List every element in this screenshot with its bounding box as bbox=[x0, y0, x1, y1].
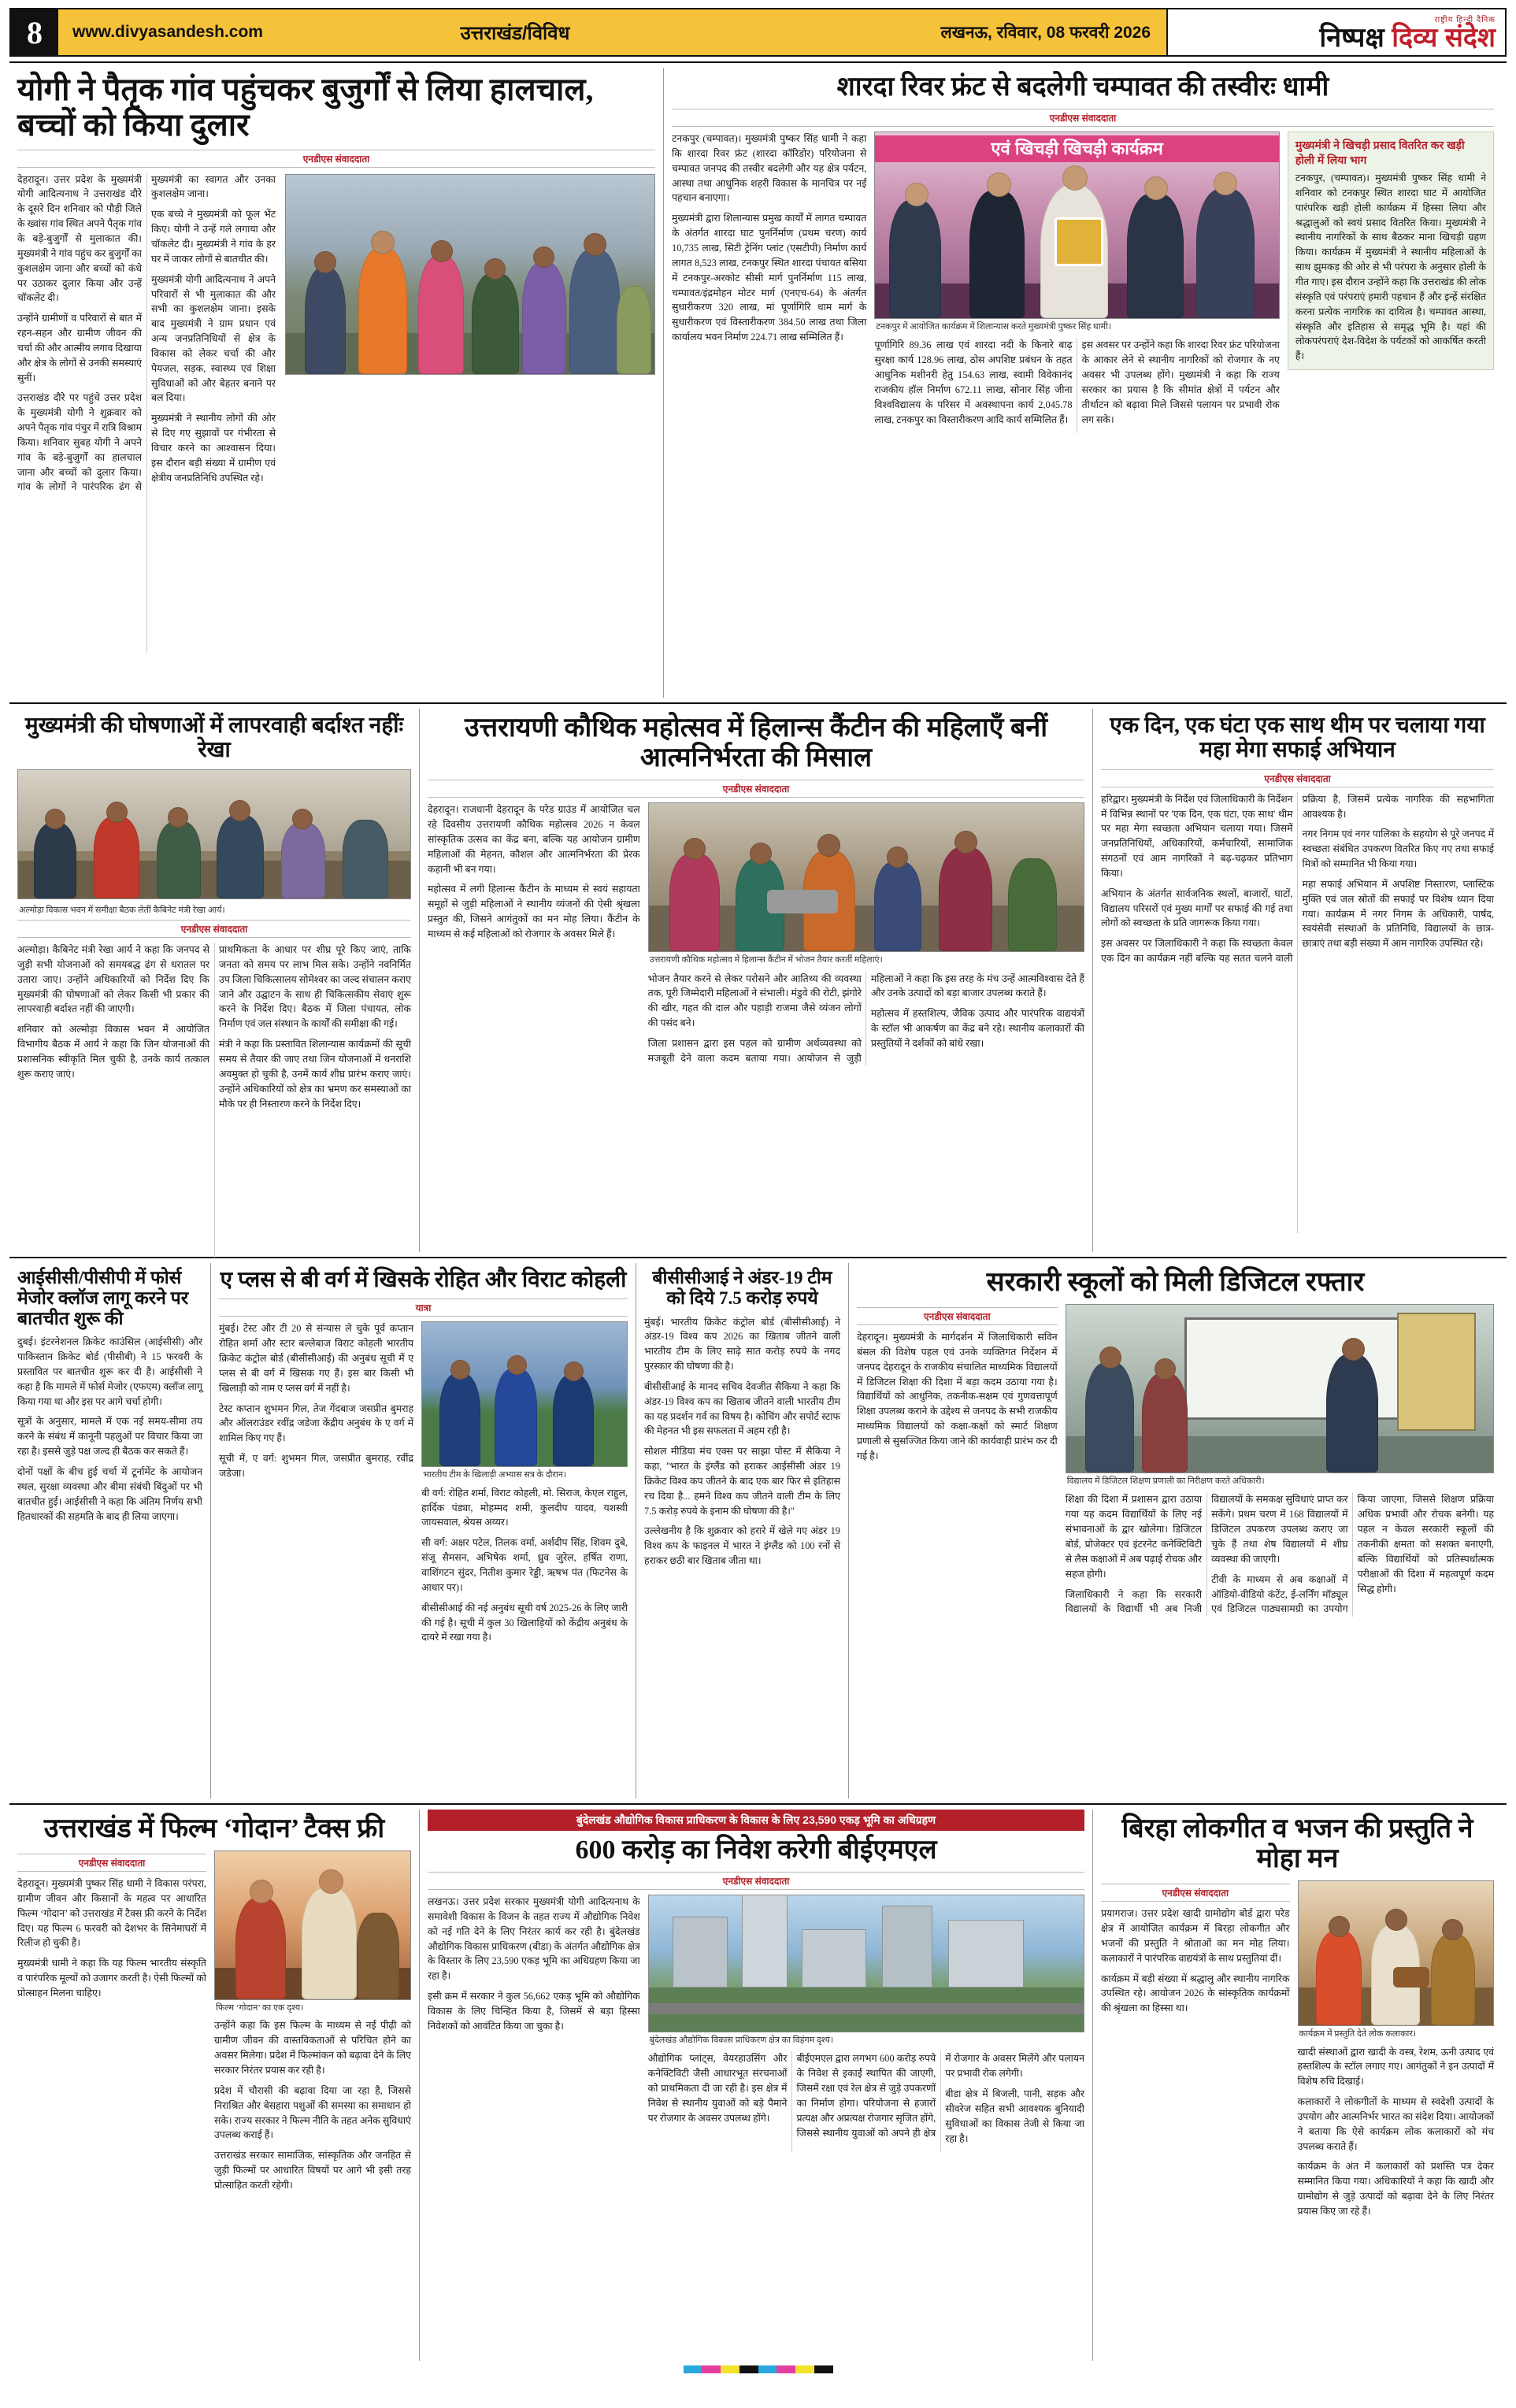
godan-col-1 bbox=[17, 1850, 206, 2199]
article-body-digital-b bbox=[1066, 1492, 1494, 1617]
byline-cleanliness: एनडीएस संवाददाता bbox=[1101, 769, 1494, 787]
paragraph: बी वर्ग: रोहित शर्मा, विराट कोहली, मो. सिराज, केएल राहुल, हार्दिक पंड्या, मोहम्मद शमी, कुलदीप यादव, यशस्वी जायसवाल, श्रेयस अय्यर। bbox=[421, 1487, 628, 1528]
site-url[interactable]: www.divyasandesh.com bbox=[72, 23, 263, 41]
page-title-sharda: शारदा रिवर फ्रंट से बदलेगी चम्पावत की तस्वीरः धामी bbox=[836, 72, 1329, 102]
masthead bbox=[9, 8, 1507, 57]
row-three bbox=[9, 1263, 1507, 1799]
photo-birha-performance bbox=[1298, 1880, 1494, 2026]
article-rekha bbox=[9, 709, 419, 1252]
article-body-kautik-a bbox=[428, 802, 640, 942]
paragraph: शिक्षा की दिशा में प्रशासन द्वारा उठाया गया यह कदम विद्यार्थियों के लिए नई संभावनाओं के द्वार खोलेगा। डिजिटल बोर्ड, प्रोजेक्टर एवं इंटरनेट कनेक्टिविटी से लैस कक्षाओं में अब पढ़ाई रोचक और सहज होगी। bbox=[1065, 1494, 1203, 1580]
stage-banner-label: एवं खिचड़ी खिचड़ी कार्यक्रम bbox=[991, 139, 1163, 159]
rohit-col-1 bbox=[219, 1321, 413, 1650]
beml-photo-col bbox=[648, 1895, 1084, 2151]
paragraph: एक बच्चे ने मुख्यमंत्री को फूल भेंट किए। योगी ने उन्हें गले लगाया और चॉकलेट दी। मुख्यमंत्री ने गांव के हर घर में जाकर लोगों से बातचीत की। bbox=[151, 209, 276, 265]
paragraph: बीसीसीआई के मानद सचिव देवजीत सैकिया ने कहा कि अंडर-19 विश्व कप का खिताब जीतने वाली भारतीय टीम का यह प्रदर्शन गर्व का विषय है। कोचिंग और सपोर्ट स्टाफ की मेहनत भी इस सफलता में अहम रही है। bbox=[644, 1380, 840, 1437]
byline-digital: एनडीएस संवाददाता bbox=[857, 1307, 1058, 1325]
article-body-bcci bbox=[644, 1315, 840, 1569]
article-icc bbox=[9, 1263, 210, 1799]
article-cleanliness bbox=[1092, 709, 1502, 1252]
byline-kautik: एनडीएस संवाददाता bbox=[428, 780, 1084, 798]
caption-kautik: उत्तरायणी कौथिक महोत्सव में हिलान्स कैंटीन में भोजन तैयार करतीं महिलाएं। bbox=[649, 955, 883, 965]
paragraph: टनकपुर (चम्पावत)। मुख्यमंत्री पुष्कर सिंह धामी ने कहा कि शारदा रिवर फ्रंट (शारदा कॉरिडोर) परियोजना से चम्पावत जनपद की तस्वीर बदलेगी और यह क्षेत्र पर्यटन, आस्था तथा आधुनिक शहरी विकास के मानचित्र पर नई पहचान बनाएगा। bbox=[672, 133, 867, 204]
article-body-kautik-b bbox=[648, 972, 1084, 1066]
article-kautik bbox=[419, 709, 1092, 1252]
article-body-godan-a bbox=[17, 1876, 206, 2001]
page-title-beml: 600 करोड़ का निवेश करेगी बीईएमएल bbox=[575, 1836, 937, 1865]
article-rohit bbox=[210, 1263, 636, 1799]
paragraph: महा सफाई अभियान में अपशिष्ट निस्तारण, प्लास्टिक मुक्ति एवं जल स्रोतों की सफाई पर विशेष ध्यान दिया गया। कार्यक्रम में नगर निगम के अधिकारी, पार्षद, स्वयंसेवी संस्थाओं के प्रतिनिधि, विद्यालयों के छात्र-छात्राएं तथा बड़ी संख्या में आम नागरिक उपस्थित रहे। bbox=[1302, 878, 1494, 950]
birha-col-1 bbox=[1101, 1880, 1290, 2225]
caption-birha: कार्यक्रम में प्रस्तुति देते लोक कलाकार। bbox=[1299, 2029, 1417, 2039]
photo-digital-classroom bbox=[1066, 1304, 1494, 1473]
paragraph: मुख्यमंत्री योगी आदित्यनाथ ने अपने परिवारों से भी मुलाकात की और सभी का कुशलक्षेम जाना। इसके बाद मुख्यमंत्री ने ग्राम प्रधान एवं अन्य जनप्रतिनिधियों से क्षेत्र के विकास को लेकर चर्चा की और पेयजल, सड़क, स्वास्थ्य एवं शिक्षा सुविधाओं को और बेहतर बनाने पर बल दिया। bbox=[151, 273, 276, 404]
article-body-beml-b bbox=[648, 2051, 1084, 2151]
paragraph: कलाकारों ने लोकगीतों के माध्यम से स्वदेशी उत्पादों के उपयोग और आत्मनिर्भर भारत का संदेश दिया। आयोजकों ने बताया कि ऐसे कार्यक्रम लोक कलाकारों को मंच उपलब्ध कराते हैं। bbox=[1297, 2096, 1494, 2152]
article-body-icc bbox=[17, 1335, 202, 1524]
paragraph: महोत्सव में हस्तशिल्प, जैविक उत्पाद और पारंपरिक वाद्ययंत्रों के स्टॉल भी आकर्षण का केंद्र बने रहे। स्थानीय कलाकारों की प्रस्तुतियों ने दर्शकों को बांधे रखा। bbox=[870, 1008, 1084, 1049]
paragraph: सूची में, ए वर्ग: शुभमन गिल, जसप्रीत बुमराह, रवींद्र जडेजा। bbox=[219, 1453, 414, 1479]
paragraph: उन्होंने कहा कि इस फिल्म के माध्यम से नई पीढ़ी को ग्रामीण जीवन की वास्तविकताओं से परिचित होने का अवसर मिलेगा। प्रदेश में फिल्मांकन को बढ़ावा देने के लिए सरकार निरंतर प्रयास कर रही है। bbox=[214, 2020, 411, 2076]
article-body-birha-a bbox=[1101, 1906, 1290, 2016]
article-body-godan-b bbox=[214, 2018, 411, 2192]
article-body-rohit-a bbox=[219, 1321, 413, 1480]
paragraph: इस अवसर पर उन्होंने कहा कि शारदा रिवर फ्रंट परियोजना के आकार लेने से स्थानीय नागरिकों को रोजगार के नए अवसर भी उपलब्ध होंगे। मुख्यमंत्री ने कहा कि राज्य सरकार का प्रयास है कि सीमांत क्षेत्रों में पर्यटन और तीर्थाटन को बढ़ावा मिले जिससे पलायन पर प्रभावी रोक लग सके। bbox=[1081, 339, 1280, 425]
sharda-sidebar bbox=[1288, 132, 1494, 432]
paragraph: मुंबई। टेस्ट और टी 20 से संन्यास ले चुके पूर्व कप्तान रोहित शर्मा और स्टार बल्लेबाज विराट कोहली भारतीय क्रिकेट कंट्रोल बोर्ड (बीसीसीआई) की अनुबंध सूची में ए प्लस से बी वर्ग में खिसक गए हैं। इस बार किसी भी खिलाड़ी को नाम ए प्लस वर्ग में नहीं है। bbox=[219, 1323, 414, 1394]
page-title-rekha: मुख्यमंत्री की घोषणाओं में लापरवाही बर्दाश्त नहींः रेखा bbox=[24, 713, 404, 763]
paragraph: सी वर्ग: अक्षर पटेल, तिलक वर्मा, अर्शदीप सिंह, शिवम दुबे, संजू सैमसन, अभिषेक शर्मा, ध्रुव जुरेल, हर्षित राणा, वाशिंगटन सुंदर, नितीश कुमार रेड्डी, ऋषभ पंत (फिटनेस के आधार पर)। bbox=[421, 1537, 628, 1593]
paragraph: जिलाधिकारी ने कहा कि सरकारी विद्यालयों के विद्यार्थी भी अब निजी विद्यालयों के समकक्ष सुविधाएं प्राप्त कर सकेंगे। प्रथम चरण में 168 विद्यालयों में डिजिटल उपकरण उपलब्ध कराए जा चुके हैं तथा शेष विद्यालयों में शीघ्र व्यवस्था की जाएगी। bbox=[1065, 1494, 1348, 1615]
paragraph: खादी संस्थाओं द्वारा खादी के वस्त्र, रेशम, ऊनी उत्पाद एवं हस्तशिल्प के स्टॉल लगाए गए। आगंतुकों ने इन उत्पादों में विशेष रुचि दिखाई। bbox=[1297, 2046, 1494, 2088]
section-name: उत्तराखंड/विविध bbox=[460, 22, 570, 44]
paragraph: उत्तराखंड सरकार सामाजिक, सांस्कृतिक और जनहित से जुड़ी फिल्मों पर आधारित विषयों पर आगे भी इसी तरह प्रोत्साहित करती रहेगी। bbox=[214, 2150, 411, 2191]
page-folio: 8 bbox=[11, 9, 58, 55]
page-title-kautik: उत्तरायणी कौथिक महोत्सव में हिलान्स कैंटीन की महिलाएँ बनीं आत्मनिर्भरता की मिसाल bbox=[464, 713, 1048, 773]
paragraph: दुबई। इंटरनेशनल क्रिकेट काउंसिल (आईसीसी) और पाकिस्तान क्रिकेट बोर्ड (पीसीबी) ने 15 फरवरी के प्रस्तावित पर बातचीत शुरू कर दी है। आईसीसी ने कहा है कि मामले में फोर्स मेजोर (एफएम) क्लॉज लागू किया गया था और इस पर आगे चर्चा होगी। bbox=[17, 1336, 202, 1407]
brand-title-main: निष्पक्ष bbox=[1319, 23, 1392, 53]
article-beml bbox=[419, 1810, 1092, 2361]
article-birha bbox=[1092, 1810, 1502, 2361]
page-title-rohit: ए प्लस से बी वर्ग में खिसके रोहित और विराट कोहली bbox=[220, 1268, 627, 1292]
article-body-birha-b bbox=[1298, 2045, 1494, 2219]
sidebar-title: मुख्यमंत्री ने खिचड़ी प्रसाद वितरित कर खड़ी होली में लिया भाग bbox=[1295, 139, 1465, 167]
page-title-bcci: बीसीसीआई ने अंडर-19 टीम को दिये 7.5 करोड़ रुपये bbox=[652, 1268, 832, 1308]
paragraph: लखनऊ। उत्तर प्रदेश सरकार मुख्यमंत्री योगी आदित्यनाथ के समावेशी विकास के विजन के तहत राज्य में औद्योगिक निवेश को नई गति देने के लिए निरंतर कार्य कर रही है। बुंदेलखंड औद्योगिक विकास प्राधिकरण (बीडा) के अंतर्गत औद्योगिक क्षेत्र के विस्तार के लिए 23,590 एकड़ भूमि का अधिग्रहण किया जा रहा है। bbox=[428, 1896, 640, 1982]
page-title-godan: उत्तराखंड में फिल्म ‘गोदान’ टैक्स फ्री bbox=[43, 1814, 385, 1843]
article-body-rekha bbox=[17, 943, 411, 1258]
paragraph: दोनों पक्षों के बीच हुई चर्चा में टूर्नामेंट के आयोजन स्थल, सुरक्षा व्यवस्था और बीमा संबंधी बिंदुओं पर भी बातचीत हुई। आईसीसी ने कहा कि अंतिम निर्णय सभी हितधारकों की सहमति के बाद ही लिया जाएगा। bbox=[17, 1466, 202, 1522]
page-title-yogi: योगी ने पैतृक गांव पहुंचकर बुजुर्गों से लिया हालचाल, बच्चों को किया दुलार bbox=[17, 72, 594, 143]
paragraph: टीवी के माध्यम से अब कक्षाओं में ऑडियो-वीडियो कंटेंट, ई-लर्निंग मॉड्यूल एवं डिजिटल पाठ्यसामग्री का उपयोग किया जाएगा, जिससे शिक्षण प्रक्रिया अधिक प्रभावी और रोचक बनेगी। यह पहल न केवल सरकारी स्कूलों की तकनीकी क्षमता को सशक्त बनाएगी, बल्कि विद्यार्थियों को प्रतिस्पर्धात्मक परीक्षाओं की दिशा में महत्वपूर्ण कदम सिद्ध होगी। bbox=[1211, 1494, 1494, 1615]
article-yogi bbox=[9, 68, 663, 698]
photo-rekha-meeting bbox=[17, 769, 411, 899]
article-body-sharda-a bbox=[672, 132, 866, 345]
brand-title bbox=[1319, 24, 1496, 51]
paragraph: मुख्यमंत्री द्वारा शिलान्यास प्रमुख कार्यों में लागत चम्पावत के अंतर्गत शारदा घाट पुनर्निर्माण (प्रथम चरण) कार्य 10,735 लाख, सिटी ट्रेनिंग प्लांट (एसटीपी) निर्माण कार्य लागत 8,523 लाख, टनकपुर स्थित शारदा पंचायत बसिया में टनकपुर-अरकोट सीसी मार्ग पुनर्निर्माण 115 लाख, चम्पावत/इंद्रमोहन मोटर मार्ग (एनएच-64) के अंतर्गत सुधारीकरण 320 लाख, मां पूर्णागिरि धाम मार्ग के सुधारीकरण एवं विस्तारीकरण 384.50 लाख तथा जिला कार्यालय भवन निर्माण 224.71 लाख सम्मिलित हैं। bbox=[672, 213, 867, 343]
paragraph: मंत्री ने कहा कि प्रस्तावित शिलान्यास कार्यक्रमों की सूची समय से तैयार की जाए तथा जिन योजनाओं में धनराशि अवमुक्त हो चुकी है, उनमें कार्य शीघ्र प्रारंभ कराए जाएं। उन्होंने अधिकारियों को क्षेत्र का भ्रमण कर समस्याओं का मौके पर ही निस्तारण करने के निर्देश दिए। bbox=[219, 1039, 411, 1110]
kicker-beml: बुंदेलखंड औद्योगिक विकास प्राधिकरण के विकास के लिए 23,590 एकड़ भूमि का अधिग्रहण bbox=[428, 1810, 1084, 1831]
page-title-birha: बिरहा लोकगीत व भजन की प्रस्तुति ने मोहा मन bbox=[1121, 1814, 1473, 1874]
paragraph: अल्मोड़ा। कैबिनेट मंत्री रेखा आर्य ने कहा कि जनपद से जुड़ी सभी योजनाओं को समयबद्ध ढंग से धरातल पर उतारा जाए। उन्होंने अधिकारियों को निर्देश दिए कि मुख्यमंत्री की घोषणाओं को लेकर किसी भी प्रकार की लापरवाही बर्दाश्त नहीं की जाएगी। bbox=[17, 944, 209, 1015]
photo-sharda-stage bbox=[874, 132, 1279, 319]
paragraph: इस अवसर पर जिलाधिकारी ने कहा कि स्वच्छता केवल एक दिन का कार्यक्रम नहीं बल्कि यह सतत चलने वाली प्रक्रिया है, जिसमें प्रत्येक नागरिक की सहभागिता आवश्यक है। bbox=[1101, 793, 1494, 965]
paragraph: प्रयागराज। उत्तर प्रदेश खादी ग्रामोद्योग बोर्ड द्वारा परेड क्षेत्र में आयोजित कार्यक्रम में बिरहा लोकगीत और भजनों की प्रस्तुति ने श्रोताओं का मन मोह लिया। कलाकारों ने पारंपरिक वाद्ययंत्रों के साथ प्रस्तुतियां दीं। bbox=[1101, 1908, 1290, 1964]
article-digital-schools bbox=[848, 1263, 1502, 1799]
article-body-sharda-b bbox=[874, 338, 1279, 432]
paragraph: बीईएमएल द्वारा लगभग 600 करोड़ रुपये के निवेश से इकाई स्थापित की जाएगी, जिसमें रक्षा एवं रेल क्षेत्र से जुड़े उपकरणों का निर्माण होगा। परियोजना से हजारों प्रत्यक्ष और अप्रत्यक्ष रोजगार सृजित होंगे, जिससे स्थानीय युवाओं को अपने ही क्षेत्र में रोजगार के अवसर मिलेंगे और पलायन पर प्रभावी रोक लगेगी। bbox=[796, 2053, 1084, 2139]
caption-godan: फिल्म ‘गोदान’ का एक दृश्य। bbox=[216, 2003, 304, 2013]
sidebar-body: टनकपुर, (चम्पावत)। मुख्यमंत्री पुष्कर सिंह धामी ने शनिवार को टनकपुर स्थित शारदा घाट में आयोजित पारंपरिक खड़ी होली कार्यक्रम में हिस्सा लिया और श्रद्धालुओं को स्वयं प्रसाद वितरित किया। मुख्यमंत्री ने स्थानीय नागरिकों के साथ बैठकर माना खिचड़ी ग्रहण किया। कार्यक्रम में मुख्यमंत्री ने स्थानीय महिलाओं के साथ झुमकड़ की ओर से भी परंपरा के अनुसार होली के गीत गाए। इस दौरान उन्होंने कहा कि उत्तराखंड की लोक संस्कृति एवं परंपराएं हमारी पहचान हैं और इन्हें संरक्षित करना प्रत्येक नागरिक का दायित्व है। चम्पावत आस्था, संस्कृति और इतिहास से समृद्ध भूमि है। यहां की लोकपरंपराएं देश-विदेश के पर्यटकों को आकर्षित करती हैं। bbox=[1295, 172, 1486, 362]
stage-banner-text bbox=[875, 135, 1278, 162]
caption-cricket: भारतीय टीम के खिलाड़ी अभ्यास सत्र के दौरान। bbox=[423, 1470, 567, 1480]
paragraph: औद्योगिक प्लांट्स, वेयरहाउसिंग और कनेक्टिविटी जैसी आधारभूत संरचनाओं को प्राथमिकता दी जा रही है। इस क्षेत्र में निवेश से स्थानीय युवाओं को बड़े पैमाने पर रोजगार के अवसर उपलब्ध होंगे। bbox=[647, 2053, 788, 2124]
beml-col-1 bbox=[428, 1895, 640, 2151]
photo-godan-still bbox=[214, 1850, 411, 2000]
paragraph: बीडा क्षेत्र में बिजली, पानी, सड़क और सीवरेज सहित सभी आवश्यक बुनियादी सुविधाओं का विकास तेजी से किया जा रहा है। bbox=[945, 2088, 1084, 2144]
article-body-cleanliness bbox=[1101, 792, 1494, 1233]
kautik-photo-col bbox=[648, 802, 1084, 1065]
article-sharda bbox=[663, 68, 1502, 698]
byline-sharda: एनडीएस संवाददाता bbox=[672, 109, 1494, 127]
photo-cricket-players bbox=[421, 1321, 628, 1467]
digital-photo-col bbox=[1066, 1304, 1494, 1617]
article-body-rohit-b bbox=[421, 1486, 628, 1645]
brand-title-accent: दिव्य संदेश bbox=[1392, 23, 1496, 53]
kautik-col-1 bbox=[428, 802, 640, 1065]
photo-yogi-village bbox=[285, 174, 655, 375]
paragraph: उल्लेखनीय है कि शुक्रवार को हरारे में खेले गए अंडर 19 विश्व कप के फाइनल में भारत ने इंग्लैंड को 100 रनों से हराकर छठी बार खिताब जीता था। bbox=[644, 1525, 840, 1567]
paragraph: नगर निगम एवं नगर पालिका के सहयोग से पूरे जनपद में स्वच्छता संबंधित उपकरण वितरित किए गए तथा सफाई मित्रों को सम्मानित भी किया गया। bbox=[1302, 828, 1494, 870]
byline-rekha: एनडीएस संवाददाता bbox=[17, 920, 411, 938]
caption-rekha: अल्मोड़ा विकास भवन में समीक्षा बैठक लेतीं कैबिनेट मंत्री रेखा आर्य। bbox=[19, 905, 225, 915]
paragraph: टेस्ट कप्तान शुभमन गिल, तेज गेंदबाज जसप्रीत बुमराह और ऑलराउंडर रवींद्र जडेजा केंद्रीय अनुबंध के ए वर्ग में शामिल किए गए हैं। bbox=[219, 1402, 414, 1444]
paragraph: देहरादून। मुख्यमंत्री पुष्कर सिंह धामी ने विकास परंपरा, ग्रामीण जीवन और किसानों के महत्व पर आधारित फिल्म ‘गोदान’ को उत्तराखंड में टैक्स फ्री करने के निर्देश दिए। यह फिल्म 6 फरवरी को देशभर के सिनेमाघरों में रिलीज हो चुकी है। bbox=[17, 1878, 206, 1949]
page-title-icc: आईसीसी/पीसीपी में फोर्स मेजोर क्लॉज लागू करने पर बातचीत शुरू की bbox=[17, 1268, 189, 1328]
paragraph: अभियान के अंतर्गत सार्वजनिक स्थलों, बाजारों, घाटों, विद्यालय परिसरों एवं मुख्य मार्गों पर सफाई की गई तथा लोगों को स्वच्छता के प्रति जागरूक किया गया। bbox=[1101, 887, 1293, 929]
paragraph: भोजन तैयार करने से लेकर परोसने और आतिथ्य की व्यवस्था तक, पूरी जिम्मेदारी महिलाओं ने संभाली। मंडुवे की रोटी, झंगोरे की खीर, गहत की दाल और पहाड़ी राजमा जैसे व्यंजन लोगों की पसंद बने। bbox=[647, 972, 862, 1029]
paragraph: बीसीसीआई की नई अनुबंध सूची वर्ष 2025-26 के लिए जारी की गई है। सूची में कुल 30 खिलाड़ियों को केंद्रीय अनुबंध के दायरे में रखा गया है। bbox=[421, 1602, 628, 1643]
paragraph: मुख्यमंत्री धामी ने कहा कि यह फिल्म भारतीय संस्कृति व पारंपरिक मूल्यों को उजागर करती है। ऐसी फिल्मों को प्रोत्साहन मिलना चाहिए। bbox=[17, 1958, 206, 1999]
sharda-col-1 bbox=[672, 132, 866, 432]
caption-digital: विद्यालय में डिजिटल शिक्षण प्रणाली का निरीक्षण करते अधिकारी। bbox=[1066, 1476, 1265, 1487]
byline-beml: एनडीएस संवाददाता bbox=[428, 1872, 1084, 1890]
paragraph: प्रदेश में चौरासी की बढ़ावा दिया जा रहा है, जिससे निराश्रित और बेसहारा पशुओं की समस्या का समाधान हो सके। राज्य सरकार ने फिल्म नीति के तहत अनेक सुविधाएं उपलब्ध कराई हैं। bbox=[214, 2084, 411, 2141]
paragraph: कार्यक्रम के अंत में कलाकारों को प्रशस्ति पत्र देकर सम्मानित किया गया। अधिकारियों ने कहा कि खादी और ग्रामोद्योग से जुड़े उत्पादों को बढ़ावा देने के लिए निरंतर प्रयास किए जा रहे हैं। bbox=[1297, 2161, 1494, 2217]
byline-godan: एनडीएस संवाददाता bbox=[17, 1854, 206, 1872]
paragraph: इसी क्रम में सरकार ने कुल 56,662 एकड़ भूमि को औद्योगिक विकास के लिए चिन्हित किया है, जिसमें से बड़ा हिस्सा निवेशकों को आवंटित किया जा चुका है। bbox=[428, 1991, 640, 2032]
byline-birha: एनडीएस संवाददाता bbox=[1101, 1884, 1290, 1902]
paragraph: देहरादून। राजधानी देहरादून के परेड ग्राउंड में आयोजित चल रहे दिवसीय उत्तरायणी कौथिक महोत्सव 2026 न केवल सांस्कृतिक उत्सव का केंद्र बना, बल्कि यह आयोजन ग्रामीण महिलाओं की मेहनत, कौशल और आत्मनिर्भरता की प्रेरक कहानी भी बन गया। bbox=[428, 804, 640, 875]
byline-rohit: यात्रा bbox=[219, 1298, 628, 1317]
rohit-photo-col bbox=[421, 1321, 628, 1650]
byline-yogi: एनडीएस संवाददाता bbox=[17, 150, 655, 168]
paragraph: हरिद्वार। मुख्यमंत्री के निर्देश एवं जिलाधिकारी के निर्देशन में विभिन्न स्थानों पर 'एक दिन, एक घंटा, एक साथ' थीम पर महा मेगा स्वच्छता अभियान चलाया गया। जिसमें जनप्रतिनिधियों, अधिकारियों, कर्मचारियों, सामाजिक संगठनों एवं आम नागरिकों ने बढ़-चढ़कर प्रतिभाग किया। bbox=[1101, 793, 1293, 879]
article-body-yogi bbox=[17, 172, 276, 653]
brand-nameplate bbox=[1166, 9, 1505, 55]
caption-sharda: टनकपुर में आयोजित कार्यक्रम में शिलान्यास करते मुख्यमंत्री पुष्कर सिंह धामी। bbox=[876, 322, 1112, 332]
article-bcci-u19 bbox=[636, 1263, 848, 1799]
paragraph: देहरादून। उत्तर प्रदेश के मुख्यमंत्री योगी आदित्यनाथ ने उत्तराखंड दौरे के दूसरे दिन शनिवार को पौड़ी जिले के ख्वांस गांव स्थित अपने पैतृक गांव के बड़े-बुजुर्गों से मुलाकात की। मुख्यमंत्री ने गांव पहुंच कर बुजुर्गों का कुशलक्षेम जाना और बच्चों को कंधे पर उठाकर दुलार किया और उन्हें चॉकलेट दी। bbox=[17, 173, 142, 304]
paragraph: प्राथमिकता के आधार पर शीघ्र पूरे किए जाएं, ताकि जनता को समय पर लाभ मिल सके। उन्होंने नवनिर्मित उप जिला चिकित्सालय सोमेश्वर का जल्द संचालन कराए जाने और उद्घाटन के साथ ही चिकित्सकीय सेवाएं शुरू करने के निर्देश दिए। बैठक में जिला पंचायत, लोक निर्माण एवं जल संस्थान के कार्यों की समीक्षा की गई। bbox=[219, 944, 411, 1030]
paragraph: उत्तराखंड दौरे पर पहुंचे उत्तर प्रदेश के मुख्यमंत्री योगी ने शुक्रवार को अपने पैतृक गांव पंचुर में रात्रि विश्राम किया। शनिवार सुबह योगी ने अपने गांव के बड़े-बुजुर्गों का हालचाल जाना और बच्चों को दुलार किया। गांव के लोगों ने पारंपरिक ढंग से मुख्यमंत्री का स्वागत और उनका कुशलक्षेम जाना। bbox=[17, 173, 276, 493]
paragraph: सूत्रों के अनुसार, मामले में एक नई समय-सीमा तय करने के संबंध में कानूनी पहलुओं पर विचार किया जा रहा है। इससे जुड़े पक्ष जल्द ही बैठक कर सकते हैं। bbox=[17, 1416, 202, 1458]
row-two bbox=[9, 709, 1507, 1252]
paragraph: पूर्णागिरि 89.36 लाख एवं शारदा नदी के किनारे बाढ़ सुरक्षा कार्य 128.96 लाख, ठोस अपशिष्ट प्रबंधन के तहत आधुनिक मशीनरी हेतु 154.63 लाख, स्वामी विवेकानंद राजकीय हॉल निर्माण 672.11 लाख, सोनार सिंह जीना विश्वविद्यालय के परिसर में अवस्थापना कार्य 2,045.78 लाख, टनकपुर का विस्तारीकरण आदि कार्य सम्मिलित हैं। bbox=[874, 339, 1073, 425]
article-body-beml-a bbox=[428, 1895, 640, 2034]
paragraph: शनिवार को अल्मोड़ा विकास भवन में आयोजित विभागीय बैठक में आर्य ने कहा कि जिन योजनाओं की प्रशासनिक स्वीकृति मिल चुकी है, उनके कार्य तत्काल शुरू कराए जाएं। bbox=[17, 1024, 209, 1080]
photo-industrial-city bbox=[648, 1895, 1084, 2032]
digital-col-1 bbox=[857, 1304, 1058, 1617]
brand-tagline: राष्ट्रीय हिन्दी दैनिक bbox=[1434, 16, 1496, 24]
sidebar-khichdi bbox=[1288, 132, 1494, 370]
paragraph: उन्होंने ग्रामीणों व परिवारों से बात में रहन-सहन और ग्रामीण जीवन की चर्चा की और आत्मीय लगाव दिखाया और क्षेत्र के लोगों से उनकी समस्याएं सुनीं। bbox=[17, 313, 142, 383]
paragraph: देहरादून। मुख्यमंत्री के मार्गदर्शन में जिलाधिकारी सविन बंसल की विशेष पहल एवं उनके व्यक्तिगत निर्देशन में जनपद देहरादून के राजकीय संचालित माध्यमिक विद्यालयों में डिजिटल शिक्षा की दिशा में बड़ा कदम उठाया गया है। विद्यार्थियों को आधुनिक, तकनीक-सक्षम एवं गुणवत्तापूर्ण शिक्षा उपलब्ध कराने के उद्देश्य से जनपद के सभी राजकीय माध्यमिक विद्यालयों को कक्षा-कक्षों को स्मार्ट शिक्षण प्रणाली से सुसज्जित किया जाने की कार्यवाही प्रारंभ कर दी गई है। bbox=[857, 1332, 1058, 1461]
godan-photo-col bbox=[214, 1850, 411, 2199]
row-four bbox=[9, 1810, 1507, 2361]
page-title-digital: सरकारी स्कूलों को मिली डिजिटल रफ्तार bbox=[986, 1268, 1365, 1297]
dateline: लखनऊ, रविवार, 08 फरवरी 2026 bbox=[940, 24, 1151, 42]
paragraph: मुंबई। भारतीय क्रिकेट कंट्रोल बोर्ड (बीसीसीआई) ने अंडर-19 विश्व कप 2026 का खिताब जीतने वाली भारतीय टीम के लिए साढ़े सात करोड़ रुपये के नगद पुरस्कार की घोषणा की है। bbox=[644, 1316, 840, 1373]
article-body-digital-a bbox=[857, 1330, 1058, 1464]
article-godan bbox=[9, 1810, 419, 2361]
paragraph: सोशल मीडिया मंच एक्स पर साझा पोस्ट में सैकिया ने कहा, ''भारत के इंग्लैंड को हराकर आईसीसी अंडर 19 क्रिकेट विश्व कप जीतने के बाद एक बार फिर से इतिहास रच दिया है... हमने विश्व कप जीतने वाली टीम के लिए 7.5 करोड़ रुपये के इनाम की घोषणा की है।'' bbox=[644, 1446, 840, 1517]
caption-beml: बुंदेलखंड औद्योगिक विकास प्राधिकरण क्षेत्र का विहंगम दृश्य। bbox=[649, 2036, 834, 2046]
row-lead bbox=[9, 68, 1507, 698]
paragraph: जिला प्रशासन द्वारा इस पहल को ग्रामीण अर्थव्यवस्था को मजबूती देने वाला कदम बताया गया। आयोजन से जुड़ी महिलाओं ने कहा कि इस तरह के मंच उन्हें आत्मविश्वास देते हैं और उनके उत्पादों को बड़ा बाजार उपलब्ध कराते हैं। bbox=[647, 972, 1084, 1064]
paragraph: महोत्सव में लगी हिलान्स कैंटीन के माध्यम से स्वयं सहायता समूहों से जुड़ी महिलाओं ने स्थानीय व्यंजनों की ऐसी श्रृंखला प्रस्तुत की, जिसने आगंतुकों का मन मोह लिया। कैंटीन के माध्यम से कई महिलाओं को रोजगार के अवसर मिले हैं। bbox=[428, 884, 640, 939]
page-title-cleanliness: एक दिन, एक घंटा एक साथ थीम पर चलाया गया महा मेगा सफाई अभियान bbox=[1110, 713, 1485, 763]
sharda-photo-col bbox=[874, 132, 1279, 432]
birha-photo-col bbox=[1298, 1880, 1494, 2225]
photo-kautik-kitchen bbox=[648, 802, 1084, 952]
paragraph: कार्यक्रम में बड़ी संख्या में श्रद्धालु और स्थानीय नागरिक उपस्थित रहे। आयोजन 2026 के सांस्कृतिक कार्यक्रमों की श्रृंखला का हिस्सा था। bbox=[1101, 1973, 1290, 2014]
color-registration-strip bbox=[684, 2365, 833, 2373]
paragraph: मुख्यमंत्री ने स्थानीय लोगों की ओर से दिए गए सुझावों पर गंभीरता से विचार करने का आश्वासन दिया। इस दौरान बड़ी संख्या में ग्रामीण एवं क्षेत्रीय जनप्रतिनिधि उपस्थित रहे। bbox=[151, 413, 276, 483]
